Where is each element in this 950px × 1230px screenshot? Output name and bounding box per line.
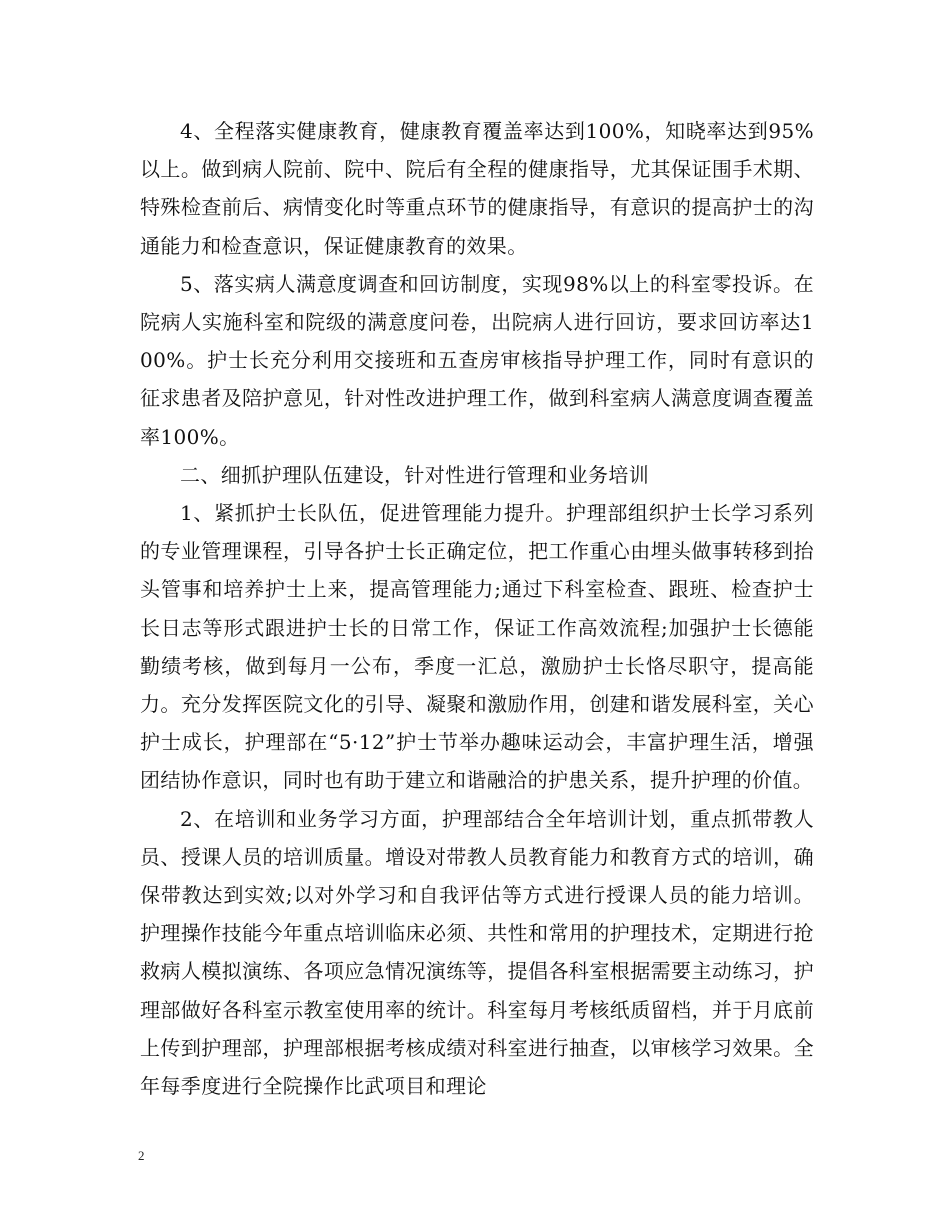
paragraph-patient-satisfaction: 5、落实病人满意度调查和回访制度，实现98%以上的科室零投诉。在院病人实施科室和院级的满意度问卷，出院病人进行回访，要求回访率达100%。护士长充分利用交接班和五查房审核指导护理工作，同时有意识的征求患者及陪护意见，针对性改进护理工作，做到科室病人满意度调查覆盖率100%。 [140,271,814,449]
document-body [140,112,814,1105]
section-heading-nursing-team: 二、细抓护理队伍建设，针对性进行管理和业务培训 [180,462,650,487]
page-number: 2 [138,1148,145,1163]
paragraph-training: 2、在培训和业务学习方面，护理部结合全年培训计划，重点抓带教人员、授课人员的培训质量。增设对带教人员教育能力和教育方式的培训，确保带教达到实效;以对外学习和自我评估等方式进行授课人员的能力培训。护理操作技能今年重点培训临床必须、共性和常用的护理技术，定期进行抢救病人模拟演练、各项应急情况演练等，提倡各科室根据需要主动练习，护理部做好各科室示教室使用率的统计。科室每月考核纸质留档，并于月底前上传到护理部，护理部根据考核成绩对科室进行抽查，以审核学习效果。全年每季度进行全院操作比武项目和理论 [140,806,814,1099]
paragraph-health-education: 4、全程落实健康教育，健康教育覆盖率达到100%，知晓率达到95%以上。做到病人院前、院中、院后有全程的健康指导，尤其保证围手术期、特殊检查前后、病情变化时等重点环节的健康指导，有意识的提高护士的沟通能力和检查意识，保证健康教育的效果。 [140,119,814,258]
paragraph-head-nurse-team: 1、紧抓护士长队伍，促进管理能力提升。护理部组织护士长学习系列的专业管理课程，引导各护士长正确定位，把工作重心由埋头做事转移到抬头管事和培养护士上来，提高管理能力;通过下科室检查、跟班、检查护士长日志等形式跟进护士长的日常工作，保证工作高效流程;加强护士长德能勤绩考核，做到每月一公布，季度一汇总，激励护士长恪尽职守，提高能力。充分发挥医院文化的引导、凝聚和激励作用，创建和谐发展科室，关心护士成长，护理部在“5·12”护士节举办趣味运动会，丰富护理生活，增强团结协作意识，同时也有助于建立和谐融洽的护患关系，提升护理的价值。 [140,501,814,793]
